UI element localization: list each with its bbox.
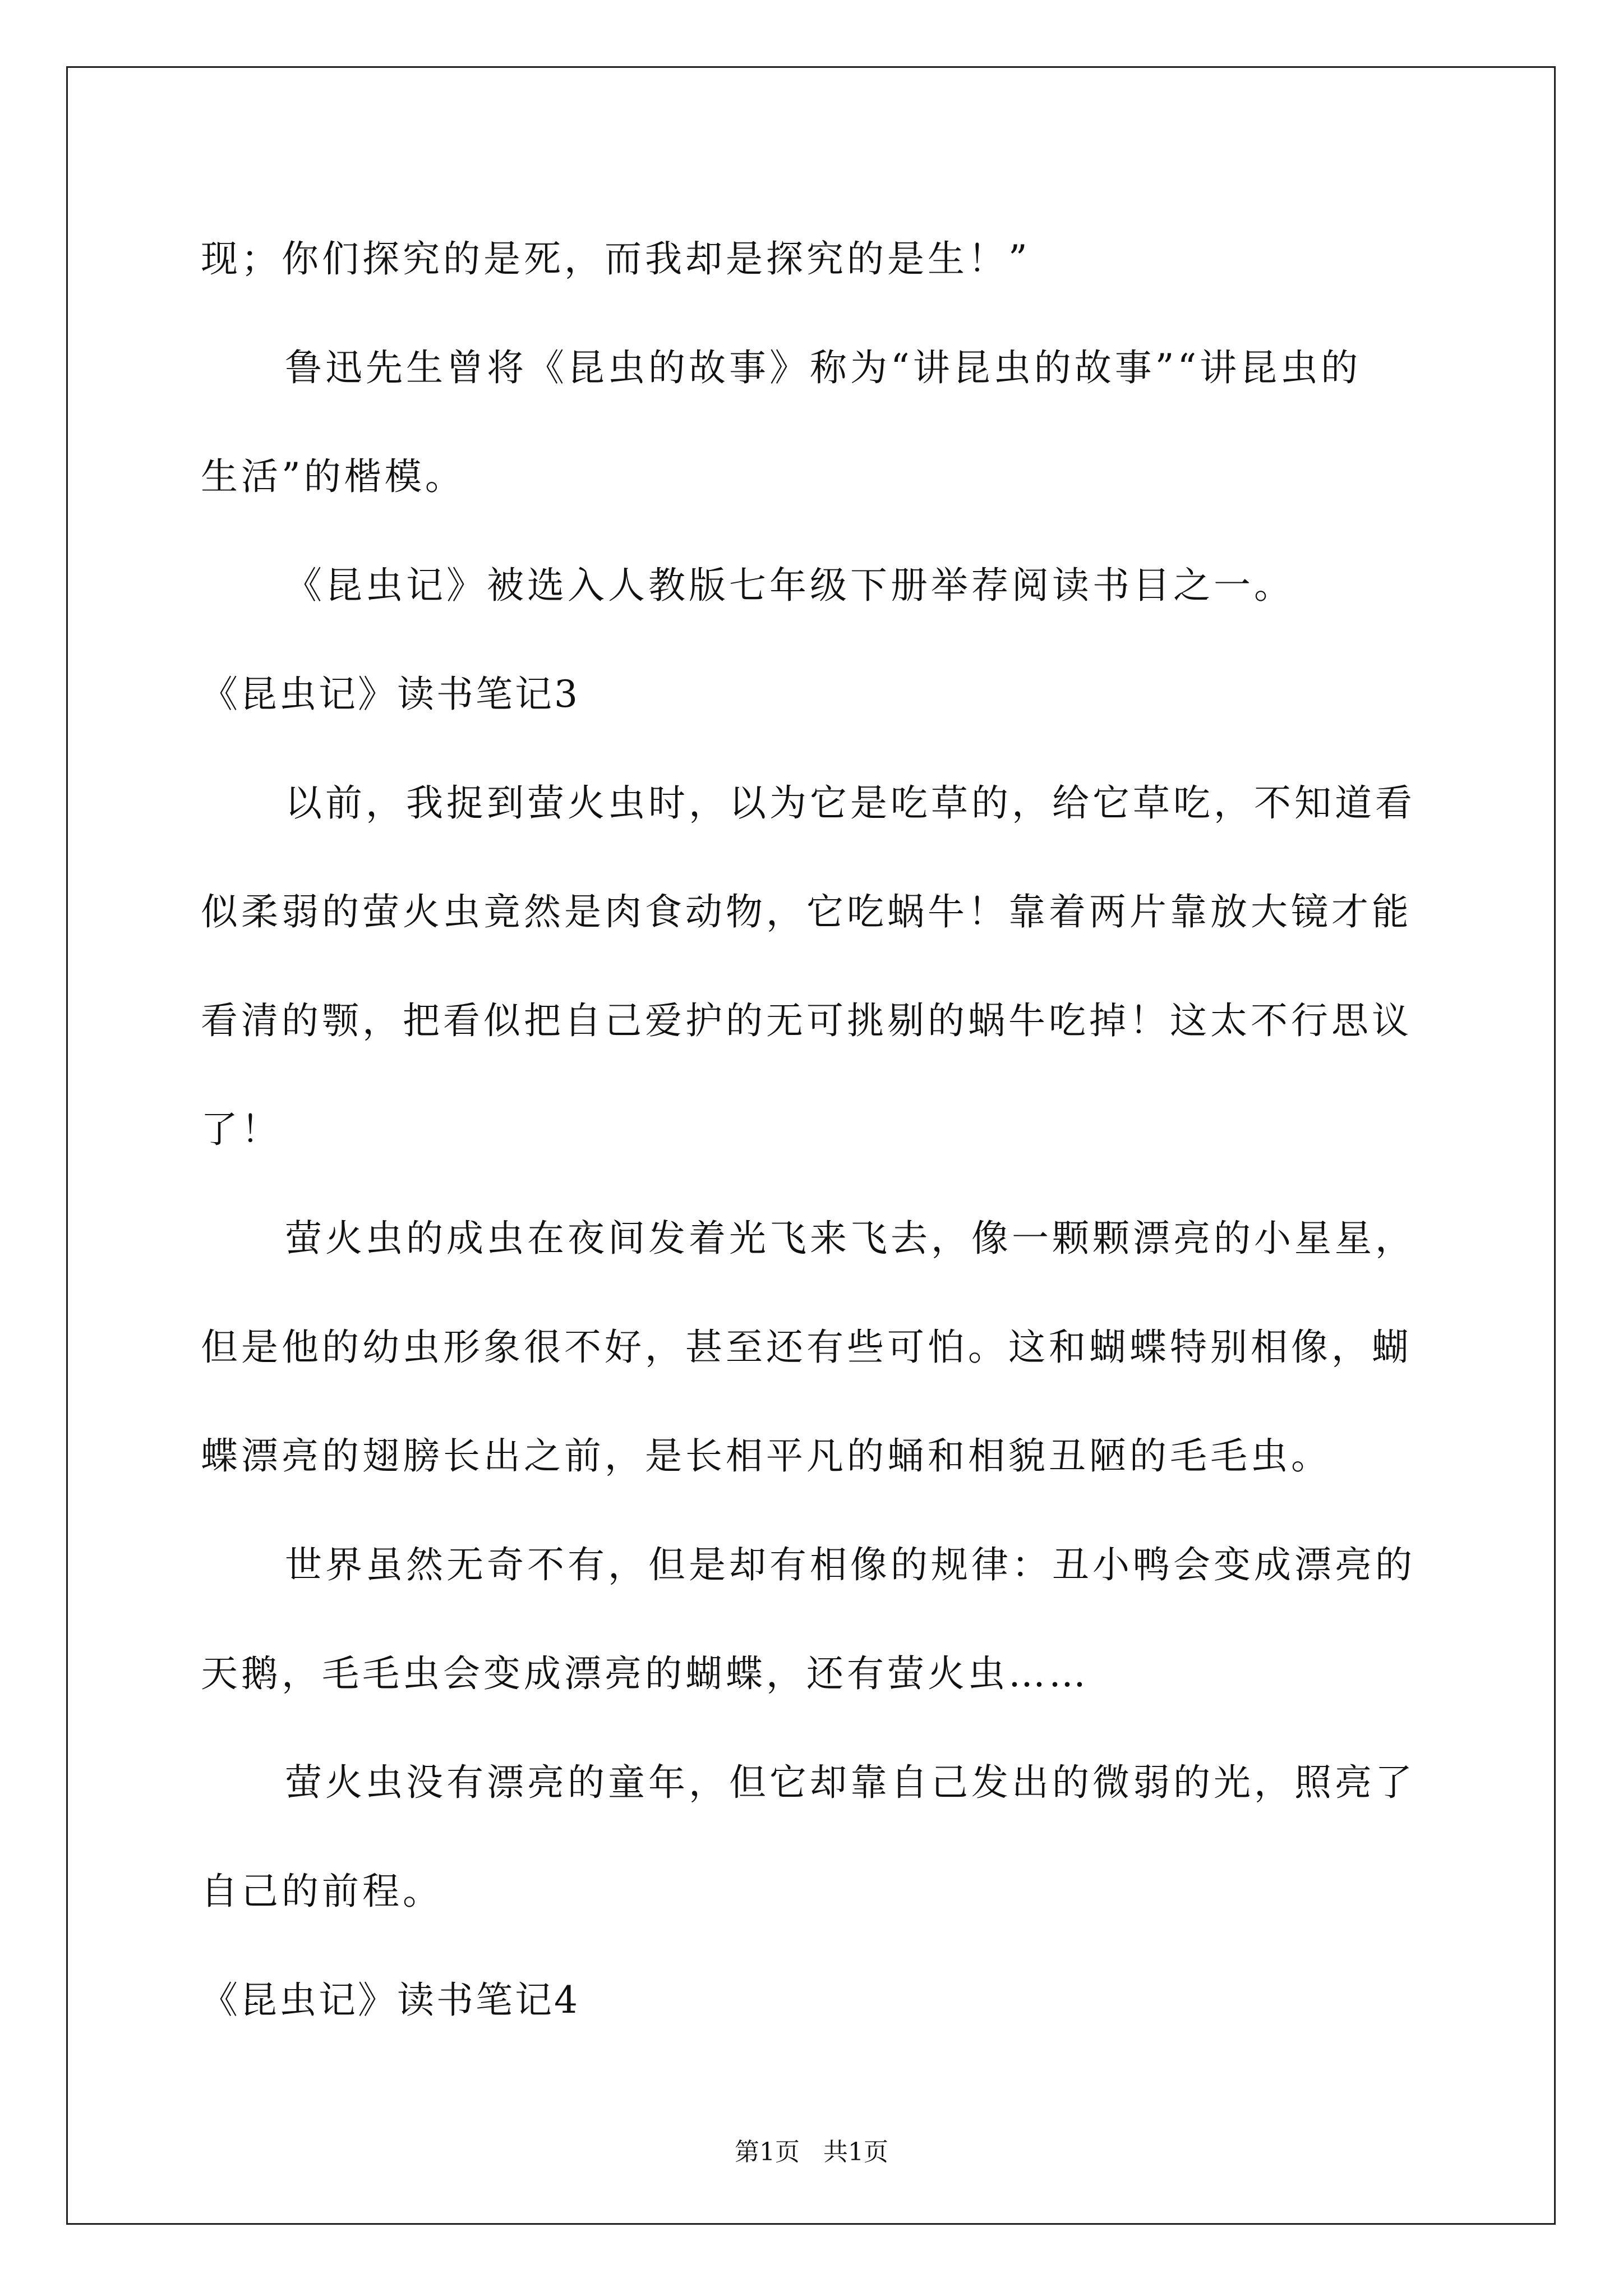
section-heading-4: 《昆虫记》读书笔记4 [201,1978,580,2022]
paragraph-line-10: 萤火虫的成虫在夜间发着光飞来飞去，像一颗颗漂亮的小星星， [285,1217,1415,1260]
text-line-7: 似柔弱的萤火虫竟然是肉食动物，它吃蜗牛！靠着两片靠放大镜才能 [201,890,1412,933]
text-line-3: 生活”的楷模。 [201,455,465,498]
text-line-12: 蝶漂亮的翅膀长出之前，是长相平凡的蛹和相貌丑陋的毛毛虫。 [201,1434,1331,1478]
paragraph-line-13: 世界虽然无奇不有，但是却有相像的规律：丑小鸭会变成漂亮的 [285,1543,1415,1586]
paragraph-line-15: 萤火虫没有漂亮的童年，但它却靠自己发出的微弱的光，照亮了 [285,1761,1415,1804]
paragraph-line-2: 鲁迅先生曾将《昆虫的故事》称为“讲昆虫的故事”“讲昆虫的 [285,346,1362,389]
text-line-11: 但是他的幼虫形象很不好，甚至还有些可怕。这和蝴蝶特别相像，蝴 [201,1326,1412,1369]
page-number-footer: 第1页 共1页 [735,2138,888,2166]
paragraph-line-4: 《昆虫记》被选入人教版七年级下册举荐阅读书目之一。 [285,564,1294,607]
paragraph-line-6: 以前，我捉到萤火虫时，以为它是吃草的，给它草吃，不知道看 [285,781,1415,825]
text-line-14: 天鹅，毛毛虫会变成漂亮的蝴蝶，还有萤火虫…… [201,1652,1089,1695]
document-body [201,205,1435,2055]
text-line-8: 看清的颚，把看似把自己爱护的无可挑剔的蜗牛吃掉！这太不行思议 [201,999,1412,1042]
section-heading-3: 《昆虫记》读书笔记3 [201,673,580,716]
text-line-16: 自己的前程。 [201,1870,443,1913]
text-line-9: 了！ [201,1108,282,1151]
text-line-1: 现；你们探究的是死，而我却是探究的是生！” [201,237,1031,280]
